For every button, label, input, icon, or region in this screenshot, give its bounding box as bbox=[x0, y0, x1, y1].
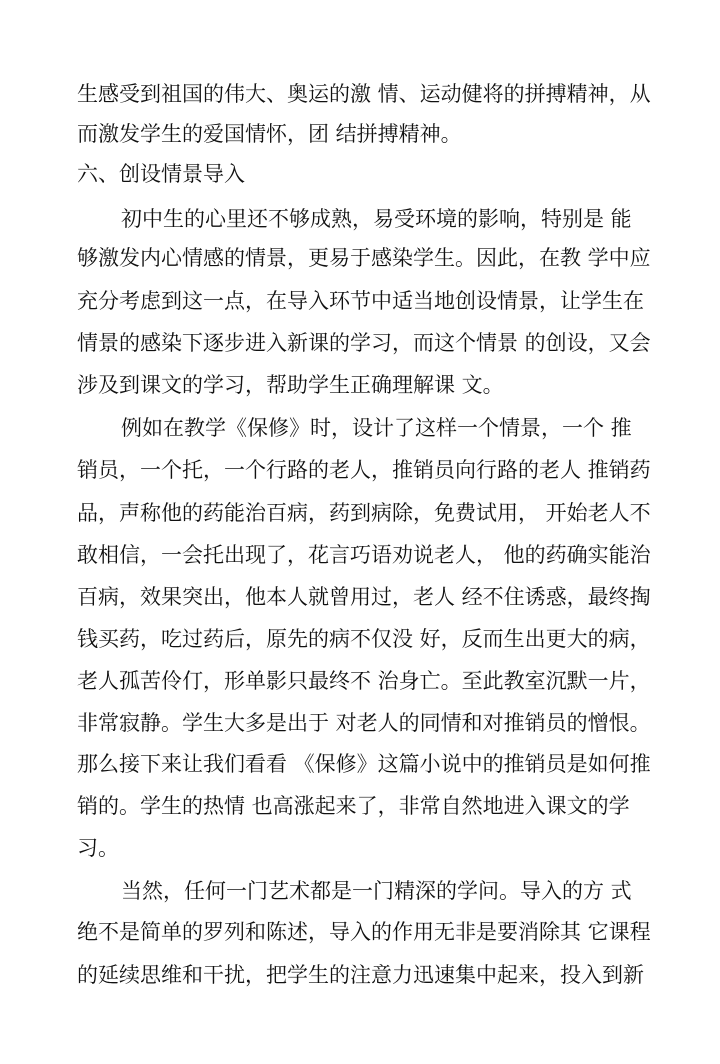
text-line: 老人孤苦伶仃，形单影只最终不 治身亡。至此教室沉默一片， bbox=[77, 669, 651, 693]
text-line: 品，声称他的药能治百病，药到病除，免费试用， 开始老人不 bbox=[77, 501, 651, 525]
text-line: 非常寂静。学生大多是出于 对老人的同情和对推销员的憎恨。 bbox=[77, 711, 651, 735]
text-line: 敢相信，一会托出现了，花言巧语劝说老人， 他的药确实能治 bbox=[77, 543, 651, 567]
text-line: 初中生的心里还不够成熟，易受环境的影响，特别是 能 bbox=[121, 207, 632, 231]
text-line: 生感受到祖国的伟大、奥运的激 情、运动健将的拼搏精神，从 bbox=[77, 82, 651, 106]
text-line: 充分考虑到这一点，在导入环节中适当地创设情景，让学生在 bbox=[77, 289, 644, 313]
text-line: 百病，效果突出，他本人就曾用过，老人 经不住诱惑，最终掏 bbox=[77, 585, 651, 609]
text-line: 的延续思维和干扰，把学生的注意力迅速集中起来，投入到新 bbox=[77, 963, 644, 987]
text-line: 绝不是简单的罗列和陈述，导入的作用无非是要消除其 它课程 bbox=[77, 920, 651, 944]
text-line: 当然，任何一门艺术都是一门精深的学问。导入的方 式 bbox=[121, 879, 632, 903]
text-line: 涉及到课文的学习，帮助学生正确理解课 文。 bbox=[77, 373, 504, 397]
text-line: 钱买药，吃过药后，原先的病不仅没 好，反而生出更大的病， bbox=[77, 627, 651, 651]
text-line: 销的。学生的热情 也高涨起来了，非常自然地进入课文的学 bbox=[77, 794, 630, 818]
text-line: 够激发内心情感的情景，更易于感染学生。因此，在教 学中应 bbox=[77, 246, 651, 270]
text-line: 而激发学生的爱国情怀，团 结拼搏精神。 bbox=[77, 122, 462, 146]
text-line: 情景的感染下逐步进入新课的学习，而这个情景 的创设，又会 bbox=[77, 331, 651, 355]
text-line: 销员，一个托，一个行路的老人，推销员向行路的老人 推销药 bbox=[77, 458, 651, 482]
text-line: 例如在教学《保修》时，设计了这样一个情景，一个 推 bbox=[121, 416, 632, 440]
section-heading: 六、创设情景导入 bbox=[77, 162, 245, 186]
text-line: 习。 bbox=[77, 836, 119, 860]
text-line: 那么接下来让我们看看 《保修》这篇小说中的推销员是如何推 bbox=[77, 752, 651, 776]
